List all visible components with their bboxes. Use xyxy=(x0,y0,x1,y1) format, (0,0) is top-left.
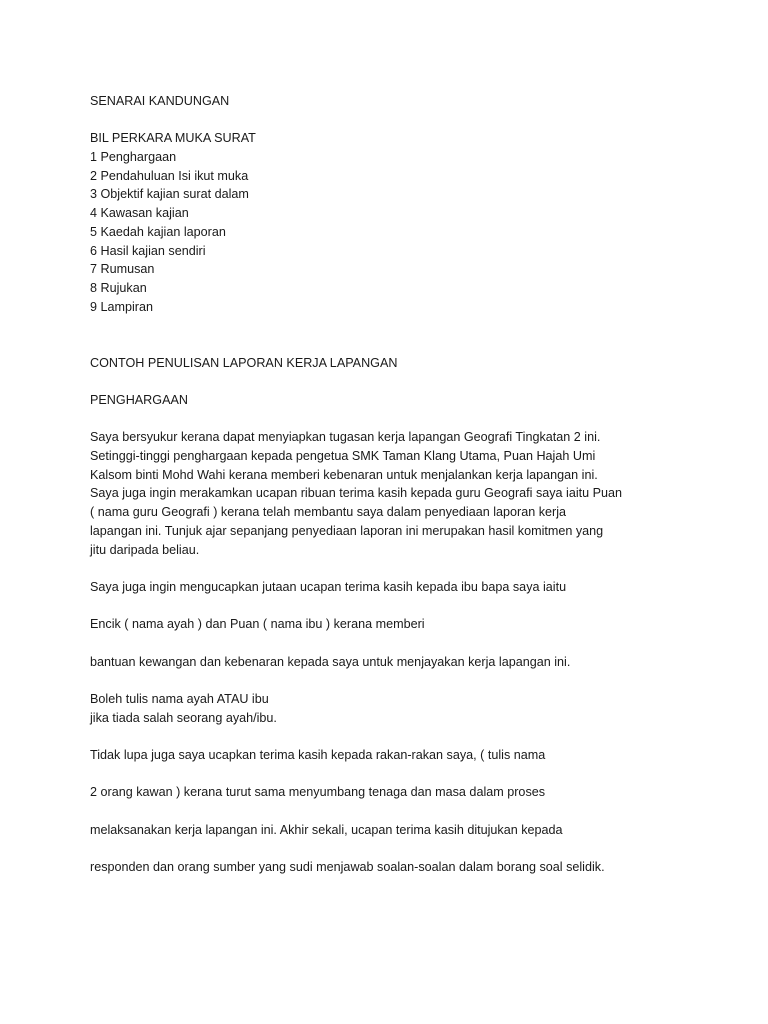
paragraph-line: Encik ( nama ayah ) dan Puan ( nama ibu ) kerana memberi xyxy=(90,617,425,632)
example-title: CONTOH PENULISAN LAPORAN KERJA LAPANGAN xyxy=(90,355,398,370)
paragraph-line: Kalsom binti Mohd Wahi kerana memberi kebenaran untuk menjalankan kerja lapangan ini. xyxy=(90,467,598,482)
paragraph-line: ( nama guru Geografi ) kerana telah membantu saya dalam penyediaan laporan kerja xyxy=(90,505,567,520)
paragraph-line: Tidak lupa juga saya ucapkan terima kasih kepada rakan-rakan saya, ( tulis nama xyxy=(90,748,546,763)
toc-item: 3 Objektif kajian surat dalam xyxy=(90,187,249,202)
toc-header: BIL PERKARA MUKA SURAT xyxy=(90,131,256,146)
toc-title: SENARAI KANDUNGAN xyxy=(90,94,230,108)
paragraph-line: Setinggi-tinggi penghargaan kepada pengetua SMK Taman Klang Utama, Puan Hajah Umi xyxy=(90,449,596,464)
toc-item: 2 Pendahuluan Isi ikut muka xyxy=(90,168,249,183)
toc-item: 9 Lampiran xyxy=(90,299,154,314)
note-line: Boleh tulis nama ayah ATAU ibu xyxy=(90,692,269,707)
paragraph-line: 2 orang kawan ) kerana turut sama menyumbang tenaga dan masa dalam proses xyxy=(90,785,546,800)
paragraph-line: lapangan ini. Tunjuk ajar sepanjang penyediaan laporan ini merupakan hasil komitmen yang xyxy=(90,523,604,538)
document-page xyxy=(90,92,690,877)
paragraph-line: Saya bersyukur kerana dapat menyiapkan tugasan kerja lapangan Geografi Tingkatan 2 ini. xyxy=(90,430,601,445)
paragraph-line: Saya juga ingin merakamkan ucapan ribuan terima kasih kepada guru Geografi saya iaitu Puan xyxy=(90,486,623,501)
toc-item: 5 Kaedah kajian laporan xyxy=(90,224,226,239)
note-line: jika tiada salah seorang ayah/ibu. xyxy=(90,710,277,725)
toc-item: 4 Kawasan kajian xyxy=(90,206,189,221)
paragraph-line: Saya juga ingin mengucapkan jutaan ucapan terima kasih kepada ibu bapa saya iaitu xyxy=(90,579,567,594)
paragraph-line: bantuan kewangan dan kebenaran kepada saya untuk menjayakan kerja lapangan ini. xyxy=(90,654,571,669)
acknowledgement-paragraph xyxy=(90,428,690,559)
paragraph-line: responden dan orang sumber yang sudi menjawab soalan-soalan dalam borang soal selidik. xyxy=(90,860,605,875)
paragraph-line: jitu daripada beliau. xyxy=(90,542,200,557)
toc-item: 8 Rujukan xyxy=(90,280,147,295)
toc-item: 7 Rumusan xyxy=(90,262,155,277)
toc-item: 1 Penghargaan xyxy=(90,150,177,165)
section-title: PENGHARGAAN xyxy=(90,393,188,408)
toc-item: 6 Hasil kajian sendiri xyxy=(90,243,206,258)
paragraph-line: melaksanakan kerja lapangan ini. Akhir sekali, ucapan terima kasih ditujukan kepada xyxy=(90,822,563,837)
